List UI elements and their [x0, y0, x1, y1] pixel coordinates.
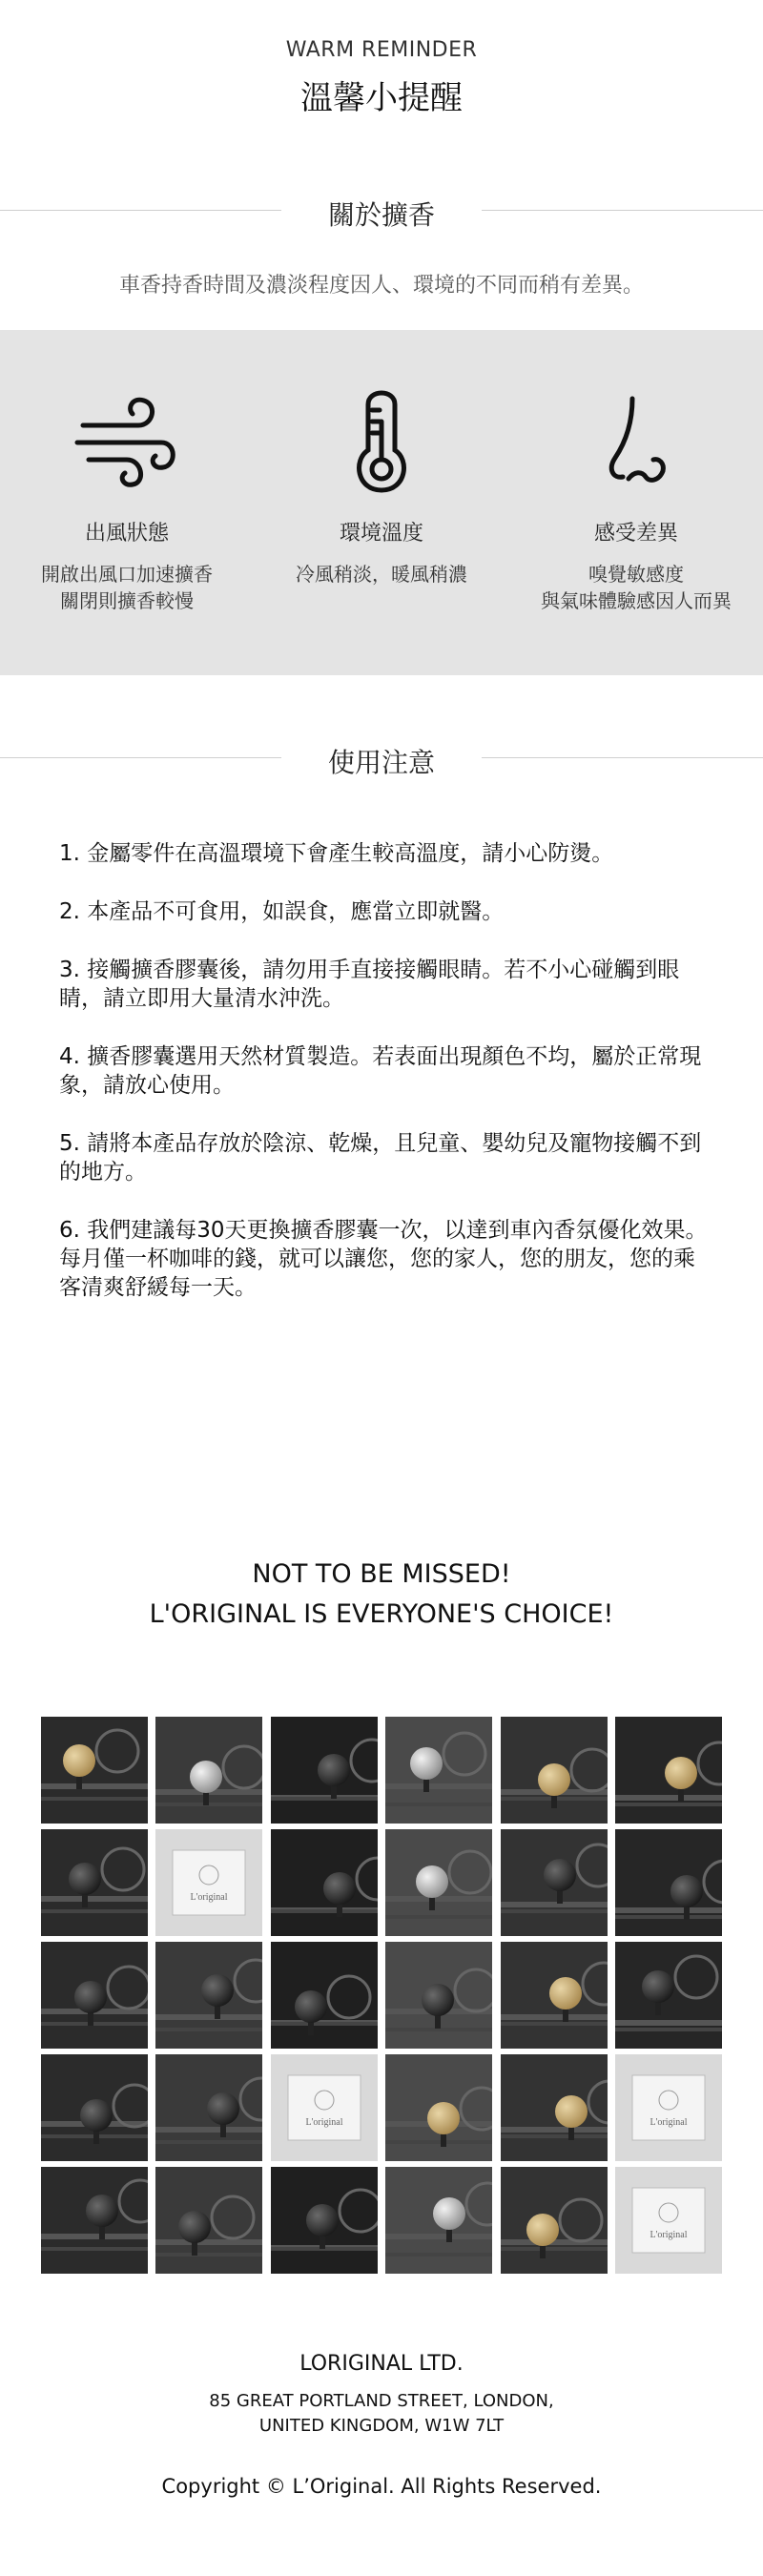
gallery-photo	[41, 1829, 148, 1936]
gallery-photo	[385, 2167, 492, 2274]
address-line: UNITED KINGDOM, W1W 7LT	[258, 2416, 505, 2436]
gallery-photo	[501, 2054, 608, 2161]
svg-text:L'original: L'original	[650, 2117, 688, 2128]
footer	[0, 2352, 763, 2498]
thermometer-icon	[324, 383, 439, 498]
usage-heading-text: 使用注意	[327, 747, 435, 778]
gallery-photo	[501, 1942, 608, 2049]
company-address	[0, 2389, 763, 2439]
usage-heading	[0, 738, 763, 776]
gallery-photo	[615, 1829, 722, 1936]
about-heading	[0, 191, 763, 229]
gallery-photo	[501, 1829, 608, 1936]
about-heading-text: 關於擴香	[327, 199, 435, 231]
gallery-photo	[385, 1829, 492, 1936]
feature-desc-line: 冷風稍淡，暖風稍濃	[296, 563, 467, 586]
feature-desc	[0, 561, 254, 614]
gallery-photo	[271, 1717, 378, 1824]
gallery-photo	[501, 2167, 608, 2274]
gallery-photo	[385, 2054, 492, 2161]
feature-desc-line: 嗅覺敏感度	[588, 563, 684, 586]
gallery-photo	[155, 1717, 262, 1824]
usage-notes	[59, 839, 708, 1331]
copyright: Copyright © L’Original. All Rights Reserved.	[161, 2475, 602, 2498]
header	[0, 38, 763, 118]
features-band	[0, 330, 763, 675]
gallery-photo	[615, 2167, 722, 2274]
title-zh: 溫馨小提醒	[300, 79, 463, 117]
wind-icon	[70, 383, 184, 498]
gallery-photo	[615, 2054, 722, 2161]
slogan-line-1: NOT TO BE MISSED!	[252, 1559, 511, 1589]
feature-desc	[509, 561, 763, 614]
photo-gallery	[41, 1717, 722, 2274]
feature-desc-line: 開啟出風口加速擴香	[41, 563, 213, 586]
gallery-photo	[41, 1942, 148, 2049]
gallery-photo	[41, 1717, 148, 1824]
slogan	[0, 1555, 763, 1635]
gallery-photo	[41, 2167, 148, 2274]
divider-right	[482, 210, 763, 211]
title-en: WARM REMINDER	[285, 38, 478, 62]
feature-title: 環境溫度	[339, 522, 423, 546]
gallery-photo	[155, 1829, 262, 1936]
feature-desc	[255, 561, 508, 587]
gallery-photo	[155, 2054, 262, 2161]
gallery-photo	[615, 1942, 722, 2049]
gallery-photo	[385, 1942, 492, 2049]
divider-right	[482, 757, 763, 758]
gallery-photo	[271, 1829, 378, 1936]
gallery-photo	[271, 2054, 378, 2161]
usage-note: 2. 本產品不可食用，如誤食，應當立即就醫。	[59, 899, 505, 924]
nose-icon	[579, 383, 693, 498]
gallery-photo	[271, 1942, 378, 2049]
company-name: LORIGINAL LTD.	[299, 2352, 464, 2376]
usage-note: 3. 接觸擴香膠囊後，請勿用手直接接觸眼睛。若不小心碰觸到眼睛，請立即用大量清水沖洗。	[59, 958, 680, 1011]
usage-note: 5. 請將本產品存放於陰涼、乾燥，且兒童、嬰幼兒及寵物接觸不到的地方。	[59, 1131, 702, 1185]
gallery-photo	[155, 1942, 262, 2049]
gallery-photo	[41, 2054, 148, 2161]
svg-text:L'original: L'original	[650, 2230, 688, 2240]
feature-title: 出風狀態	[84, 522, 169, 546]
gallery-photo	[155, 2167, 262, 2274]
svg-text:L'original: L'original	[305, 2117, 343, 2128]
about-intro: 車香持香時間及濃淡程度因人、環境的不同而稍有差異。	[118, 274, 644, 298]
gallery-photo	[501, 1717, 608, 1824]
address-line: 85 GREAT PORTLAND STREET, LONDON,	[209, 2391, 554, 2411]
gallery-photo	[615, 1717, 722, 1824]
feature-title: 感受差異	[593, 522, 678, 546]
gallery-photo	[271, 2167, 378, 2274]
slogan-line-2: L'ORIGINAL IS EVERYONE'S CHOICE!	[149, 1599, 614, 1629]
usage-note: 6. 我們建議每30天更換擴香膠囊一次，以達到車內香氛優化效果。 每月僅一杯咖啡的錢，就可以讓您，您的家人，您的朋友，您的乘客清爽舒緩每一天。	[59, 1218, 708, 1300]
gallery-photo	[385, 1717, 492, 1824]
usage-note: 4. 擴香膠囊選用天然材質製造。若表面出現顏色不均，屬於正常現象，請放心使用。	[59, 1044, 702, 1098]
feature-desc-line: 與氣味體驗感因人而異	[541, 589, 732, 612]
usage-note: 1. 金屬零件在高溫環境下會產生較高溫度，請小心防燙。	[59, 841, 614, 866]
feature-desc-line: 關閉則擴香較慢	[60, 589, 194, 612]
svg-text:L'original: L'original	[190, 1892, 228, 1903]
